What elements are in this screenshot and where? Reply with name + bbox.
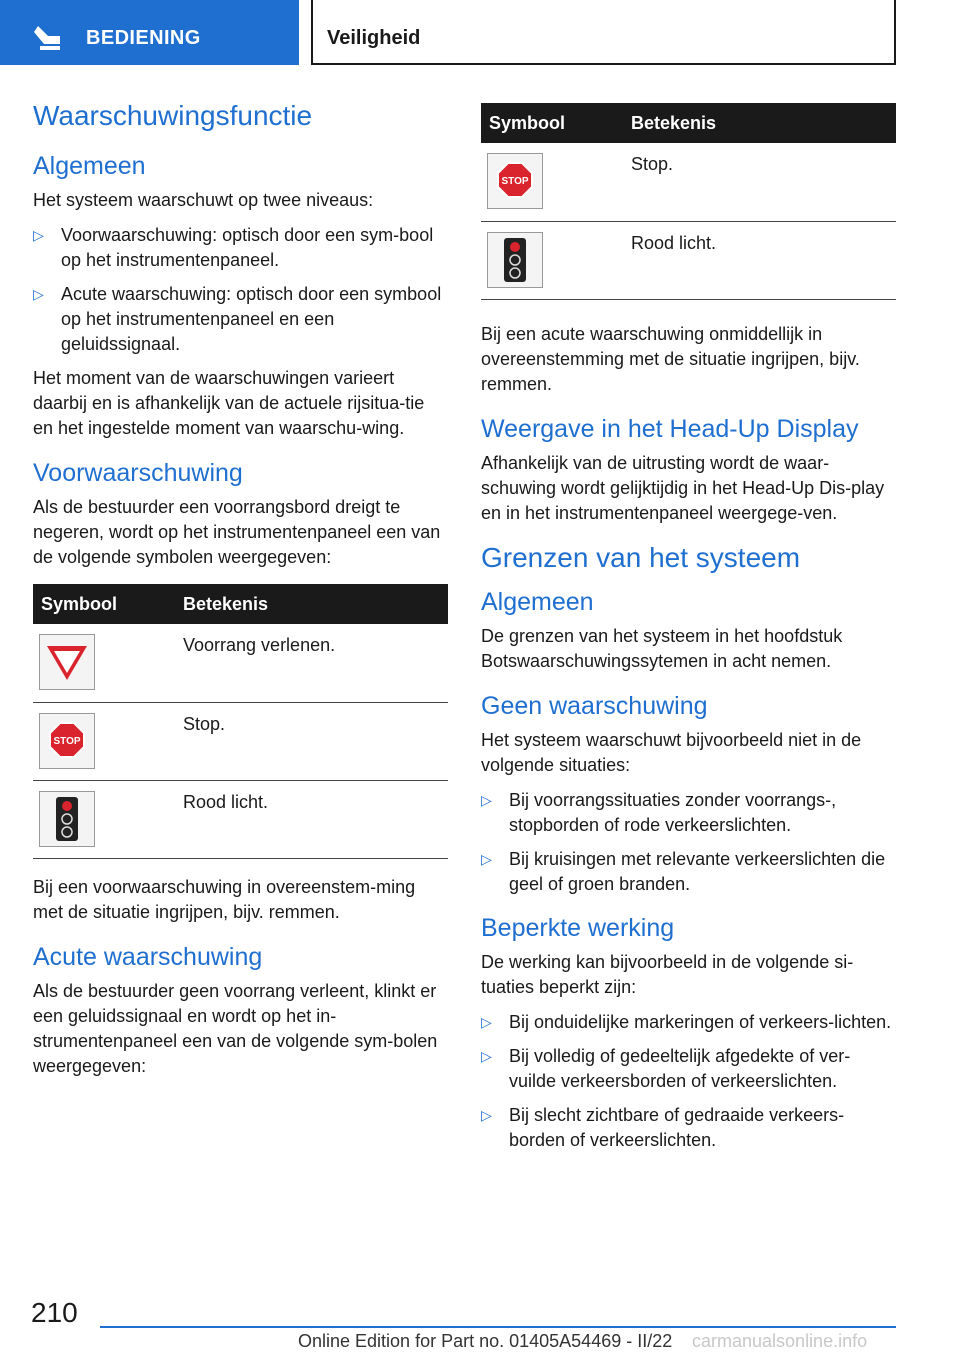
geen-list bbox=[481, 788, 896, 897]
section-label: Veiligheid bbox=[327, 27, 421, 49]
geen-text: Het systeem waarschuwt bijvoorbeeld niet in de volgende situaties: bbox=[481, 729, 862, 775]
hand-pointer-icon bbox=[30, 22, 66, 52]
triangle-bullet-icon: ▷ bbox=[481, 1013, 492, 1030]
heading-grenzen-algemeen: Algemeen bbox=[481, 587, 594, 616]
table-row bbox=[33, 702, 448, 780]
table-header-symbol: Symbool bbox=[33, 584, 183, 624]
list-item: ▷ Bij slecht zichtbare of gedraaide verkeers-borden of verkeerslichten. bbox=[481, 1104, 845, 1150]
chapter-label: BEDIENING bbox=[86, 27, 201, 49]
meaning-cell: Stop. bbox=[183, 702, 448, 780]
triangle-bullet-icon: ▷ bbox=[33, 227, 44, 243]
heading-hud: Weergave in het Head-Up Display bbox=[481, 414, 859, 443]
acute-after: Bij een acute waarschuwing onmiddellijk in overeenstemming met de situatie ingrijpen, bijv. remmen. bbox=[481, 323, 860, 394]
table-row bbox=[33, 624, 448, 702]
algemeen-intro: Het systeem waarschuwt op twee niveaus: bbox=[33, 190, 374, 210]
acute-text: Als de bestuurder geen voorrang verleent, klinkt er een geluidssignaal en wordt op het in-strumentenpaneel een van de volgende sym-bolen weergegeven: bbox=[33, 980, 438, 1076]
beperkt-text: De werking kan bijvoorbeeld in de volgende si-tuaties beperkt zijn: bbox=[481, 951, 854, 997]
table-header-meaning: Betekenis bbox=[183, 584, 448, 624]
symbol-table-pre-warning bbox=[33, 584, 448, 859]
traffic-light-icon bbox=[487, 232, 543, 288]
triangle-bullet-icon: ▷ bbox=[481, 850, 492, 867]
meaning-cell: Rood licht. bbox=[183, 780, 448, 858]
triangle-bullet-icon: ▷ bbox=[481, 1047, 492, 1064]
grenzen-algemeen-text: De grenzen van het systeem in het hoofdstuk Botswaarschuwingssytemen in acht nemen. bbox=[481, 625, 843, 671]
algemeen-list bbox=[33, 223, 448, 357]
heading-algemeen: Algemeen bbox=[33, 152, 146, 180]
table-header-symbol: Symbool bbox=[481, 103, 631, 143]
triangle-bullet-icon: ▷ bbox=[481, 791, 492, 808]
stop-sign-icon bbox=[487, 153, 543, 209]
list-item: ▷ Bij volledig of gedeeltelijk afgedekte of ver-vuilde verkeersborden of verkeerslichten. bbox=[481, 1045, 851, 1091]
symbol-table-acute bbox=[481, 103, 896, 300]
chapter-tab bbox=[0, 0, 299, 65]
svg-text:STOP: STOP bbox=[501, 176, 529, 187]
beperkt-list bbox=[481, 1010, 896, 1153]
hud-text: Afhankelijk van de uitrusting wordt de waar-schuwing wordt gelijktijdig in het Head-Up Dis-play en in het instrumentenpaneel weergege-ven. bbox=[481, 452, 885, 523]
section-title-grenzen: Grenzen van het systeem bbox=[481, 541, 801, 573]
page-number: 210 bbox=[31, 1297, 78, 1328]
algemeen-text: Het moment van de waarschuwingen varieert daarbij en is afhankelijk van de actuele rijsitua-tie en het ingestelde moment van waarschu-wing. bbox=[33, 368, 425, 438]
yield-sign-icon bbox=[39, 634, 95, 690]
table-row bbox=[481, 143, 896, 221]
section-header bbox=[311, 0, 896, 65]
heading-beperkte-werking: Beperkte werking bbox=[481, 913, 675, 942]
footer-divider bbox=[100, 1326, 896, 1328]
triangle-bullet-icon: ▷ bbox=[481, 1106, 492, 1123]
left-column bbox=[33, 100, 448, 1089]
heading-geen-waarschuwing: Geen waarschuwing bbox=[481, 691, 708, 720]
table-row bbox=[33, 780, 448, 858]
list-item: ▷ Acute waarschuwing: optisch door een symbool op het instrumentenpaneel en een geluidssignaal. bbox=[33, 284, 442, 354]
voorwaarschuwing-after: Bij een voorwaarschuwing in overeenstem-ming met de situatie ingrijpen, bijv. remmen. bbox=[33, 876, 416, 922]
list-item: ▷ Bij kruisingen met relevante verkeerslichten die geel of groen branden. bbox=[481, 848, 886, 894]
meaning-cell: Rood licht. bbox=[631, 221, 896, 299]
edition-text: Online Edition for Part no. 01405A54469 - II/22 bbox=[298, 1331, 673, 1351]
voorwaarschuwing-text: Als de bestuurder een voorrangsbord dreigt te negeren, wordt op het instrumentenpaneel een van de volgende symbolen weergegeven: bbox=[33, 497, 441, 567]
triangle-bullet-icon: ▷ bbox=[33, 286, 44, 302]
heading-voorwaarschuwing: Voorwaarschuwing bbox=[33, 459, 243, 487]
page-title: Waarschuwingsfunctie bbox=[33, 100, 313, 131]
traffic-light-icon bbox=[39, 791, 95, 847]
meaning-cell: Stop. bbox=[631, 143, 896, 221]
svg-text:STOP: STOP bbox=[53, 735, 81, 747]
table-row bbox=[481, 221, 896, 299]
list-item: ▷ Bij onduidelijke markeringen of verkeers-lichten. bbox=[481, 1010, 896, 1035]
list-item: ▷ Voorwaarschuwing: optisch door een sym-bool op het instrumentenpaneel. bbox=[33, 225, 434, 270]
stop-sign-icon bbox=[39, 713, 95, 769]
right-column bbox=[481, 103, 896, 1162]
table-header-meaning: Betekenis bbox=[631, 103, 896, 143]
list-item: ▷ Bij voorrangssituaties zonder voorrangs-, stopborden of rode verkeerslichten. bbox=[481, 789, 837, 835]
watermark: carmanualsonline.info bbox=[692, 1331, 868, 1351]
heading-acute: Acute waarschuwing bbox=[33, 942, 263, 971]
meaning-cell: Voorrang verlenen. bbox=[183, 624, 448, 702]
